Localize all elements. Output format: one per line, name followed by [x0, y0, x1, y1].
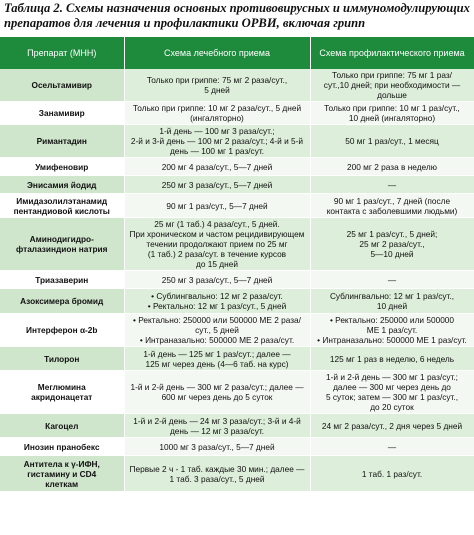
prevention-cell: — [310, 271, 474, 289]
treatment-cell: 250 мг 3 раза/сут., 5—7 дней [124, 271, 310, 289]
drug-cell: Умифеновир [0, 158, 124, 176]
prevention-cell: — [310, 438, 474, 456]
prevention-cell: 24 мг 2 раза/сут., 2 дня через 5 дней [310, 414, 474, 438]
prevention-cell: Сублингвально: 12 мг 1 раз/сут., 10 дней [310, 289, 474, 314]
treatment-cell: • Ректально: 250000 или 500000 МЕ 2 раза/ сут., 5 дней • Интраназально: 500000 МЕ 2 раза/сут. [124, 314, 310, 347]
treatment-cell: 1-й и 2-й день — 24 мг 3 раза/сут.; 3-й и 4-й день — 12 мг 3 раза/сут. [124, 414, 310, 438]
treatment-cell: Только при гриппе: 10 мг 2 раза/сут., 5 дней (ингаляторно) [124, 102, 310, 125]
drug-cell: Тилорон [0, 347, 124, 371]
treatment-cell: Только при гриппе: 75 мг 2 раза/сут., 5 дней [124, 69, 310, 102]
table-caption [0, 0, 474, 37]
caption-line-2: препаратов для лечения и профилактики ОРВИ, включая грипп [4, 15, 366, 30]
table-row [0, 125, 474, 158]
table-row [0, 194, 474, 218]
treatment-cell: Первые 2 ч - 1 таб. каждые 30 мин.; далее — 1 таб. 3 раза/сут., 5 дней [124, 456, 310, 492]
treatment-cell: 200 мг 4 раза/сут., 5—7 дней [124, 158, 310, 176]
drug-cell: Азоксимера бромид [0, 289, 124, 314]
prevention-cell: 90 мг 1 раз/сут., 7 дней (после контакта с заболевшими людьми) [310, 194, 474, 218]
drug-cell: Антитела к γ-ИФН, гистамину и CD4 клеткам [0, 456, 124, 492]
drug-cell: Триазаверин [0, 271, 124, 289]
drug-cell: Меглюмина акридонацетат [0, 371, 124, 414]
treatment-cell: 1000 мг 3 раза/сут., 5—7 дней [124, 438, 310, 456]
table-row [0, 314, 474, 347]
table-row [0, 102, 474, 125]
prevention-cell: 125 мг 1 раз в неделю, 6 недель [310, 347, 474, 371]
table-row [0, 158, 474, 176]
treatment-cell: 250 мг 3 раза/сут., 5—7 дней [124, 176, 310, 194]
drug-cell: Энисамия йодид [0, 176, 124, 194]
prevention-cell: — [310, 176, 474, 194]
drug-cell: Аминодигидро- фталазиндион натрия [0, 218, 124, 271]
treatment-cell: 25 мг (1 таб.) 4 раза/сут., 5 дней. При хроническом и частом рецидивирующем течении продолжают прием по 25 мг (1 таб.) 2 раза/сут. в течение курсов до 15 дней [124, 218, 310, 271]
caption-line-1: Таблица 2. Схемы назначения основных противовирусных и иммуномодулирующих [4, 1, 470, 15]
drug-cell: Занамивир [0, 102, 124, 125]
table-row [0, 456, 474, 492]
drug-cell: Римантадин [0, 125, 124, 158]
treatment-cell: 1-й день — 100 мг 3 раза/сут.; 2-й и 3-й день — 100 мг 2 раза/сут.; 4-й и 5-й день — 100 мг 1 раз/сут. [124, 125, 310, 158]
table-row [0, 289, 474, 314]
drug-cell: Осельтамивир [0, 69, 124, 102]
table-row [0, 218, 474, 271]
table-row [0, 271, 474, 289]
prevention-cell: 50 мг 1 раз/сут., 1 месяц [310, 125, 474, 158]
table-row [0, 176, 474, 194]
prevention-cell: Только при гриппе: 75 мг 1 раз/ сут.,10 дней; при необходимости — дольше [310, 69, 474, 102]
regimen-table [0, 37, 474, 492]
prevention-cell: 25 мг 1 раз/сут., 5 дней; 25 мг 2 раза/сут., 5—10 дней [310, 218, 474, 271]
table-body [0, 69, 474, 492]
treatment-cell: 90 мг 1 раз/сут., 5—7 дней [124, 194, 310, 218]
header-prevention: Схема профилактического приема [310, 37, 474, 69]
drug-cell: Кагоцел [0, 414, 124, 438]
drug-cell: Интерферон α-2b [0, 314, 124, 347]
table-row [0, 347, 474, 371]
treatment-cell: • Сублингвально: 12 мг 2 раза/сут. • Ректально: 12 мг 1 раз/сут., 5 дней [124, 289, 310, 314]
drug-cell: Инозин пранобекс [0, 438, 124, 456]
prevention-cell: 1 таб. 1 раз/сут. [310, 456, 474, 492]
header-treatment: Схема лечебного приема [124, 37, 310, 69]
table-row [0, 371, 474, 414]
prevention-cell: Только при гриппе: 10 мг 1 раз/сут., 10 дней (ингаляторно) [310, 102, 474, 125]
treatment-cell: 1-й день — 125 мг 1 раз/сут.; далее — 125 мг через день (4—6 таб. на курс) [124, 347, 310, 371]
treatment-cell: 1-й и 2-й день — 300 мг 2 раза/сут.; далее — 600 мг через день до 5 суток [124, 371, 310, 414]
table-row [0, 414, 474, 438]
prevention-cell: 200 мг 2 раза в неделю [310, 158, 474, 176]
table-row [0, 438, 474, 456]
drug-cell: Имидазолилэтанамид пентандиовой кислоты [0, 194, 124, 218]
table-row [0, 69, 474, 102]
prevention-cell: • Ректально: 250000 или 500000 МЕ 1 раз/сут. • Интраназально: 500000 МЕ 1 раз/сут. [310, 314, 474, 347]
table-header-row [0, 37, 474, 69]
header-drug: Препарат (МНН) [0, 37, 124, 69]
prevention-cell: 1-й и 2-й день — 300 мг 1 раз/сут.; далее — 300 мг через день до 5 суток; затем — 300 мг 1 раз/сут., до 20 суток [310, 371, 474, 414]
